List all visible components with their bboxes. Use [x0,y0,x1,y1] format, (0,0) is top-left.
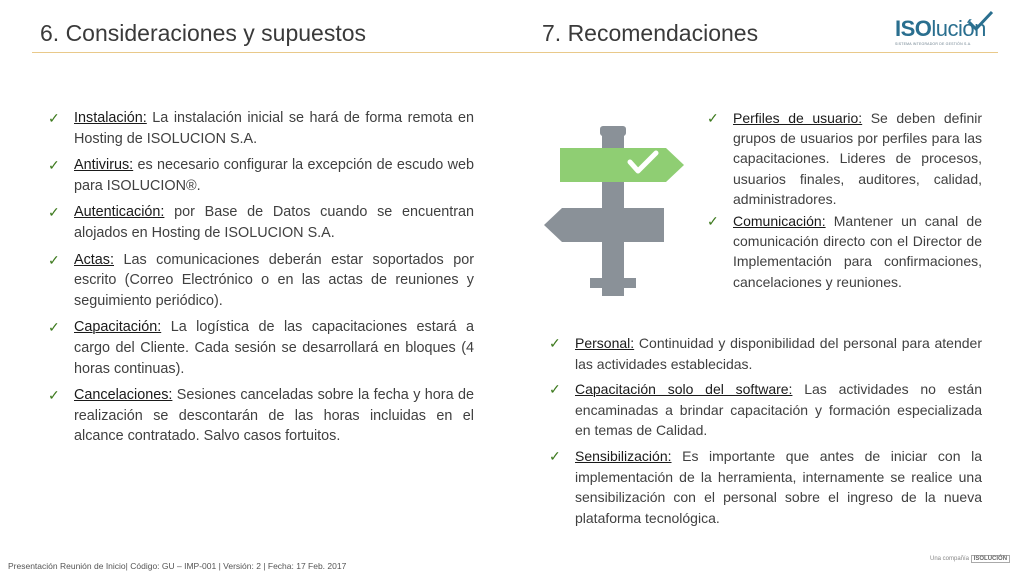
item-text: Las actividades no están encaminadas a brindar capacitación y formación especializada en temas de Calidad. [575,381,982,439]
item-text: por Base de Datos cuando se encuentran alojados en Hosting de ISOLUCION S.A. [74,204,474,241]
item-term: Antivirus: [74,157,134,174]
item-term: Personal: [575,335,635,351]
checkmark-icon: ✓ [48,157,60,174]
section-title-considerations: 6. Consideraciones y supuestos [40,20,367,46]
recommendations-list-top [703,108,982,294]
item-text: Sesiones canceladas sobre la fecha y hora de realización se descontarán de las horas incluidas en el alcance contratado. Salvo casos fortuitos. [74,387,474,445]
item-text: es necesario configurar la excepción de escudo web para ISOLUCION®. [74,157,474,194]
signpost-icon [540,126,686,296]
footer-brand [930,555,1010,563]
checkmark-icon: ✓ [549,447,561,464]
checkmark-icon: ✓ [707,110,719,126]
item-text: Se deben definir grupos de usuarios por perfiles para las capacitaciones. Lideres de procesos, usuarios finales, auditores, calidad, administradores. [733,110,983,207]
list-item [703,211,982,292]
item-text: Mantener un canal de comunicación directo con el Director de Implementación para confirmaciones, cancelaciones y reuniones. [733,213,982,290]
list-item [44,317,474,379]
item-text: La instalación inicial se hará de forma remota en Hosting de ISOLUCION S.A. [74,110,474,147]
checkmark-icon: ✓ [549,335,561,351]
item-term: Sensibilización: [575,447,672,464]
checkmark-icon: ✓ [549,381,561,398]
checkmark-icon: ✓ [48,319,60,336]
list-item [545,446,982,528]
item-text: Es importante que antes de iniciar con la implementación de la herramienta, internamente se realice una sensibilización con el personal sobre el ingreso de la nueva plataforma tecnológica. [575,447,982,526]
logo-tagline: SISTEMA INTEGRADOR DE GESTIÓN S.A. [895,42,972,46]
list-item [44,385,474,447]
checkmark-icon: ✓ [707,213,719,230]
checkmark-icon: ✓ [48,204,60,221]
considerations-list [44,108,474,453]
checkmark-icon: ✓ [48,251,60,268]
item-term: Actas: [74,251,114,268]
header-divider [32,52,998,53]
item-text: Las comunicaciones deberán estar soportados por escrito (Correo Electrónico o en las actas de reuniones y seguimiento periódico). [74,251,474,309]
list-item [44,155,474,196]
item-term: Autenticación: [74,204,165,221]
item-text: La logística de las capacitaciones estará a cargo del Cliente. Cada sesión se desarrollará en bloques (4 horas continuas). [74,319,474,377]
checkmark-icon: ✓ [48,387,60,404]
recommendations-list-bottom [545,333,982,533]
item-term: Cancelaciones: [74,387,173,404]
checkmark-icon: ✓ [48,110,60,126]
item-term: Instalación: [74,110,147,126]
item-term: Capacitación solo del software: [575,381,793,398]
section-title-recommendations: 7. Recomendaciones [542,20,759,46]
footer-brand-prefix: Una compañía [930,556,970,562]
item-term: Capacitación: [74,319,162,336]
logo-wordmark: ISOlución [895,16,986,41]
item-text: Continuidad y disponibilidad del personal para atender las actividades establecidas. [575,335,982,372]
isolucion-logo [895,8,1000,48]
list-item [545,379,982,441]
logo-check-icon [965,10,995,34]
list-item [545,333,982,374]
footer-brand-name: ISOLUCIÓN [971,555,1010,563]
item-term: Perfiles de usuario: [733,110,863,126]
list-item [44,108,474,149]
list-item [44,202,474,243]
list-item [44,250,474,312]
item-term: Comunicación: [733,213,826,230]
list-item [703,108,982,209]
footer-text: Presentación Reunión de Inicio| Código: GU – IMP-001 | Versión: 2 | Fecha: 17 Feb. 2017 [8,561,347,571]
